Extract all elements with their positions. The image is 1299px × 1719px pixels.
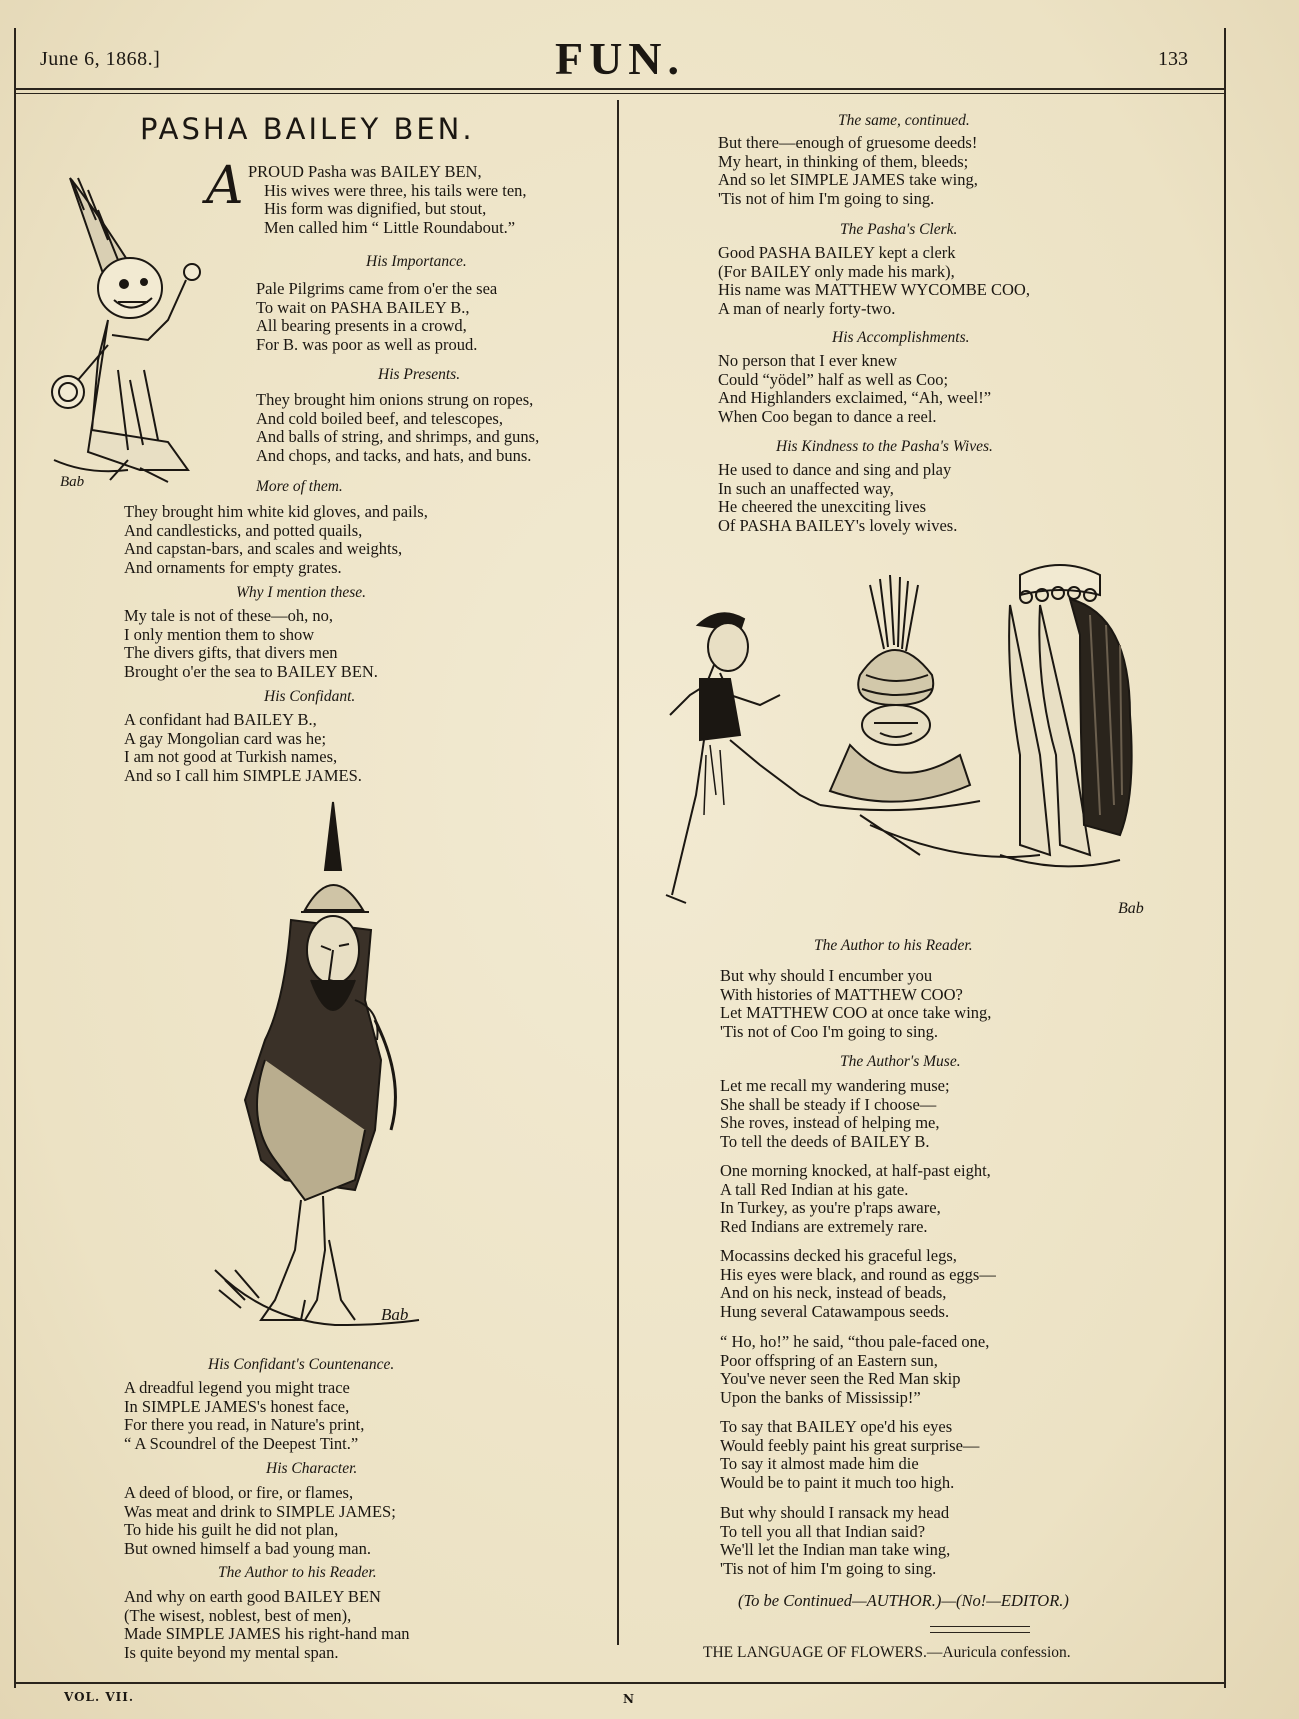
volume-label: VOL. VII. <box>64 1690 135 1704</box>
verse-line: A tall Red Indian at his gate. <box>720 1179 909 1199</box>
stanza-hoho <box>720 1333 989 1407</box>
verse-line: Brought o'er the sea to BAILEY BEN. <box>124 661 378 681</box>
verse-line: The divers gifts, that divers men <box>124 643 338 663</box>
verse-line: A confidant had BAILEY B., <box>124 710 317 729</box>
verse-line: And on his neck, instead of beads, <box>720 1283 947 1303</box>
verse-line: And capstan-bars, and scales and weights, <box>124 539 403 559</box>
section-heading: The same, continued. <box>838 112 970 129</box>
stanza-countenance <box>124 1379 364 1453</box>
verse-line: (For BAILEY only made his mark), <box>718 261 955 281</box>
verse-line: Let me recall my wandering muse; <box>720 1076 950 1095</box>
stanza-same <box>718 134 978 208</box>
verse-line: But why should I encumber you <box>720 966 933 985</box>
verse-line: She roves, instead of helping me, <box>720 1113 940 1133</box>
verse-line: One morning knocked, at half-past eight, <box>720 1161 991 1180</box>
verse-line: And chops, and tacks, and hats, and buns. <box>256 445 532 465</box>
pasha-illustration <box>48 170 238 490</box>
verse-line: His eyes were black, and round as eggs— <box>720 1264 996 1284</box>
verse-line: A deed of blood, or fire, or flames, <box>124 1483 354 1502</box>
verse-line: His wives were three, his tails were ten, <box>264 180 527 200</box>
verse-line: But owned himself a bad young man. <box>124 1538 372 1558</box>
column-divider <box>617 100 619 1645</box>
verse-line: And so I call him SIMPLE JAMES. <box>124 765 362 785</box>
verse-line: Good PASHA BAILEY kept a clerk <box>718 243 956 262</box>
verse-line: And cold boiled beef, and telescopes, <box>256 408 503 428</box>
verse-line: His name was MATTHEW WYCOMBE COO, <box>718 280 1030 300</box>
verse-line: Hung several Catawampous seeds. <box>720 1301 950 1321</box>
left-border <box>14 28 16 1688</box>
stanza-more <box>124 503 428 577</box>
stanza-accomplishments <box>718 352 991 426</box>
verse-line: Pale Pilgrims came from o'er the sea <box>256 279 498 298</box>
verse-line: In SIMPLE JAMES's honest face, <box>124 1396 350 1416</box>
stanza-confidant <box>124 711 362 785</box>
verse-line: I am not good at Turkish names, <box>124 747 338 767</box>
issue-date: June 6, 1868.] <box>40 48 161 70</box>
verse-line: Would be to paint it much too high. <box>720 1472 955 1492</box>
verse-line: My tale is not of these—oh, no, <box>124 606 333 625</box>
verse-line: (The wisest, noblest, best of men), <box>124 1605 352 1625</box>
language-of-flowers: THE LANGUAGE OF FLOWERS.—Auricula confession. <box>703 1644 1071 1661</box>
masthead-rule-thin <box>16 93 1224 94</box>
verse-line: PROUD Pasha was BAILEY BEN, <box>248 162 482 181</box>
section-heading: His Presents. <box>378 366 461 383</box>
stanza-author-reader <box>124 1588 410 1662</box>
stanza-ransack <box>720 1504 950 1578</box>
stanza-importance <box>256 280 497 354</box>
verse-line: Red Indians are extremely rare. <box>720 1216 928 1236</box>
verse-line: To wait on PASHA BAILEY B., <box>256 297 470 317</box>
svg-text:Bab: Bab <box>60 474 85 490</box>
stanza-opening <box>248 163 527 237</box>
verse-line: To say that BAILEY ope'd his eyes <box>720 1417 953 1436</box>
verse-line: No person that I ever knew <box>718 351 898 370</box>
verse-line: To tell you all that Indian said? <box>720 1521 926 1541</box>
stanza-why <box>124 607 378 681</box>
verse-line: Is quite beyond my mental span. <box>124 1642 339 1662</box>
svg-text:Bab: Bab <box>1118 900 1144 917</box>
verse-line: 'Tis not of him I'm going to sing. <box>718 188 935 208</box>
stanza-author-reader-2 <box>720 967 991 1041</box>
masthead-rule <box>16 88 1224 90</box>
verse-line: Upon the banks of Mississip!” <box>720 1387 921 1407</box>
section-heading: His Kindness to the Pasha's Wives. <box>776 438 993 455</box>
verse-line: All bearing presents in a crowd, <box>256 316 467 336</box>
verse-line: 'Tis not of him I'm going to sing. <box>720 1558 937 1578</box>
verse-line: “ A Scoundrel of the Deepest Tint.” <box>124 1433 359 1453</box>
section-heading: Why I mention these. <box>236 584 366 601</box>
verse-line: I only mention them to show <box>124 624 315 644</box>
verse-line: Could “yödel” half as well as Coo; <box>718 369 949 389</box>
stanza-presents <box>256 391 539 465</box>
verse-line: You've never seen the Red Man skip <box>720 1369 961 1389</box>
publication-title: FUN. <box>554 33 686 84</box>
section-heading: The Author to his Reader. <box>218 1564 377 1581</box>
stanza-morning <box>720 1162 991 1236</box>
footer-rule <box>16 1682 1224 1684</box>
masthead <box>16 28 1224 90</box>
stanza-muse <box>720 1077 950 1151</box>
svg-text:Bab: Bab <box>381 1305 409 1324</box>
section-double-rule <box>930 1626 1030 1633</box>
signature-mark: N <box>623 1692 634 1706</box>
verse-line: A man of nearly forty-two. <box>718 298 896 318</box>
section-heading: More of them. <box>256 478 343 495</box>
verse-line: Was meat and drink to SIMPLE JAMES; <box>124 1501 396 1521</box>
verse-line: But why should I ransack my head <box>720 1503 950 1522</box>
stanza-kindness <box>718 461 957 535</box>
section-heading: His Confidant's Countenance. <box>208 1356 395 1373</box>
coo-dancing-illustration <box>660 555 1180 925</box>
verse-line: Would feebly paint his great surprise— <box>720 1435 980 1455</box>
stanza-mocassins <box>720 1247 996 1321</box>
verse-line: But there—enough of gruesome deeds! <box>718 133 978 152</box>
verse-line: To tell the deeds of BAILEY B. <box>720 1131 930 1151</box>
section-heading: His Importance. <box>366 253 467 270</box>
verse-line: A gay Mongolian card was he; <box>124 728 327 748</box>
verse-line: In such an unaffected way, <box>718 478 894 498</box>
verse-line: And so let SIMPLE JAMES take wing, <box>718 170 978 190</box>
verse-line: For B. was poor as well as proud. <box>256 334 478 354</box>
verse-line: We'll let the Indian man take wing, <box>720 1540 951 1560</box>
verse-line: And candlesticks, and potted quails, <box>124 520 363 540</box>
verse-line: And balls of string, and shrimps, and guns, <box>256 427 540 447</box>
poem-title: PASHA BAILEY BEN. <box>140 112 475 146</box>
verse-line: They brought him onions strung on ropes, <box>256 390 534 409</box>
verse-line: Mocassins decked his graceful legs, <box>720 1246 957 1265</box>
verse-line: He cheered the unexciting lives <box>718 497 926 517</box>
continued-note: (To be Continued—AUTHOR.)—(No!—EDITOR.) <box>738 1591 1069 1610</box>
verse-line: He used to dance and sing and play <box>718 460 952 479</box>
page-number: 133 <box>1158 48 1188 70</box>
stanza-character <box>124 1484 396 1558</box>
verse-line: In Turkey, as you're p'raps aware, <box>720 1198 941 1218</box>
verse-line: And why on earth good BAILEY BEN <box>124 1587 381 1606</box>
verse-line: When Coo began to dance a reel. <box>718 406 937 426</box>
section-heading: His Accomplishments. <box>832 329 970 346</box>
section-heading: The Author's Muse. <box>840 1053 961 1070</box>
verse-line: Made SIMPLE JAMES his right-hand man <box>124 1624 410 1644</box>
verse-line: His form was dignified, but stout, <box>264 199 487 219</box>
verse-line: Men called him “ Little Roundabout.” <box>264 217 516 237</box>
verse-line: For there you read, in Nature's print, <box>124 1415 365 1435</box>
section-heading: The Pasha's Clerk. <box>840 221 958 238</box>
verse-line: And ornaments for empty grates. <box>124 557 342 577</box>
verse-line: And Highlanders exclaimed, “Ah, weel!” <box>718 388 992 408</box>
verse-line: She shall be steady if I choose— <box>720 1094 937 1114</box>
verse-line: My heart, in thinking of them, bleeds; <box>718 151 969 171</box>
stanza-clerk <box>718 244 1030 318</box>
drop-cap: A <box>206 156 244 216</box>
section-heading: His Character. <box>266 1460 358 1477</box>
verse-line: With histories of MATTHEW COO? <box>720 984 963 1004</box>
simple-james-illustration <box>205 800 445 1340</box>
verse-line: To say it almost made him die <box>720 1454 919 1474</box>
verse-line: A dreadful legend you might trace <box>124 1378 350 1397</box>
verse-line: Poor offspring of an Eastern sun, <box>720 1350 938 1370</box>
verse-line: “ Ho, ho!” he said, “thou pale-faced one, <box>720 1332 990 1351</box>
verse-line: They brought him white kid gloves, and pails, <box>124 502 428 521</box>
verse-line: To hide his guilt he did not plan, <box>124 1520 339 1540</box>
section-heading: The Author to his Reader. <box>814 937 973 954</box>
verse-line: Of PASHA BAILEY's lovely wives. <box>718 515 958 535</box>
verse-line: 'Tis not of Coo I'm going to sing. <box>720 1021 939 1041</box>
section-heading: His Confidant. <box>264 688 356 705</box>
right-border <box>1224 28 1226 1688</box>
verse-line: Let MATTHEW COO at once take wing, <box>720 1003 992 1023</box>
stanza-to-say <box>720 1418 979 1492</box>
